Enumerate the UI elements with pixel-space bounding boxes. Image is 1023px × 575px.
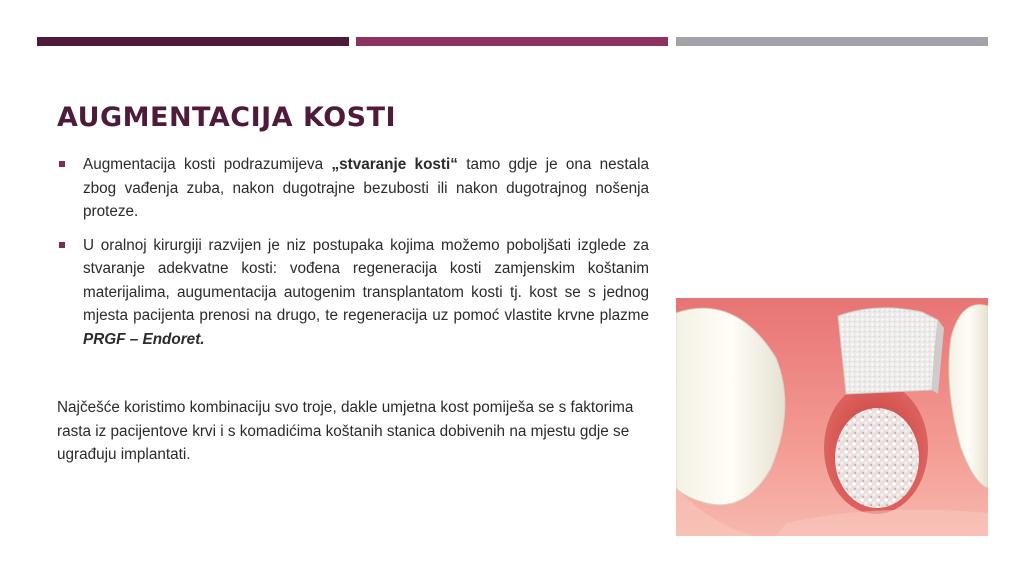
graft-block <box>838 308 938 394</box>
bone-graft-tooth-illustration <box>676 298 988 536</box>
bullet-text: Augmentacija kosti podrazumijeva <box>83 156 332 173</box>
bullet-text: tamo gdje je ona nestala zbog vađenja zuba, nakon dugotrajne bezubosti ili nakon dugotrajnog nošenja proteze. <box>83 156 649 220</box>
bullet-text: U oralnoj kirurgiji razvijen je niz postupaka kojima možemo poboljšati izglede za stvaranje adekvatne kosti: vođena regeneracija kosti zamjenskim koštanim materijalima, augumentacija autogenim transplantatom kosti tj. kost se s jednog mjesta pacijenta prenosi na drugo, te regeneracija uz pomoć vlastite krvne plazme <box>83 236 649 324</box>
square-bullet-icon <box>59 242 65 248</box>
summary-paragraph: Najčešće koristimo kombinaciju svo troje, dakle umjetna kost pomiješa se s faktorima rasta iz pacijentove krvi i s komadićima koštanih stanica dobivenih na mjestu gdje se ugrađuju implantati. <box>57 399 634 463</box>
bullet-emphasis: PRGF – Endoret. <box>83 330 205 348</box>
bullet-list <box>57 153 649 351</box>
bullet-item <box>57 234 649 352</box>
bone-granules <box>835 408 919 508</box>
accent-bar-mid <box>356 37 668 46</box>
slide-title: AUGMENTACIJA KOSTI <box>57 102 397 133</box>
accent-bar-dark <box>37 37 349 46</box>
bullet-emphasis: „stvaranje kosti“ <box>331 156 458 173</box>
bullet-item <box>57 153 649 224</box>
square-bullet-icon <box>59 161 65 167</box>
accent-bar-gray <box>676 37 988 46</box>
